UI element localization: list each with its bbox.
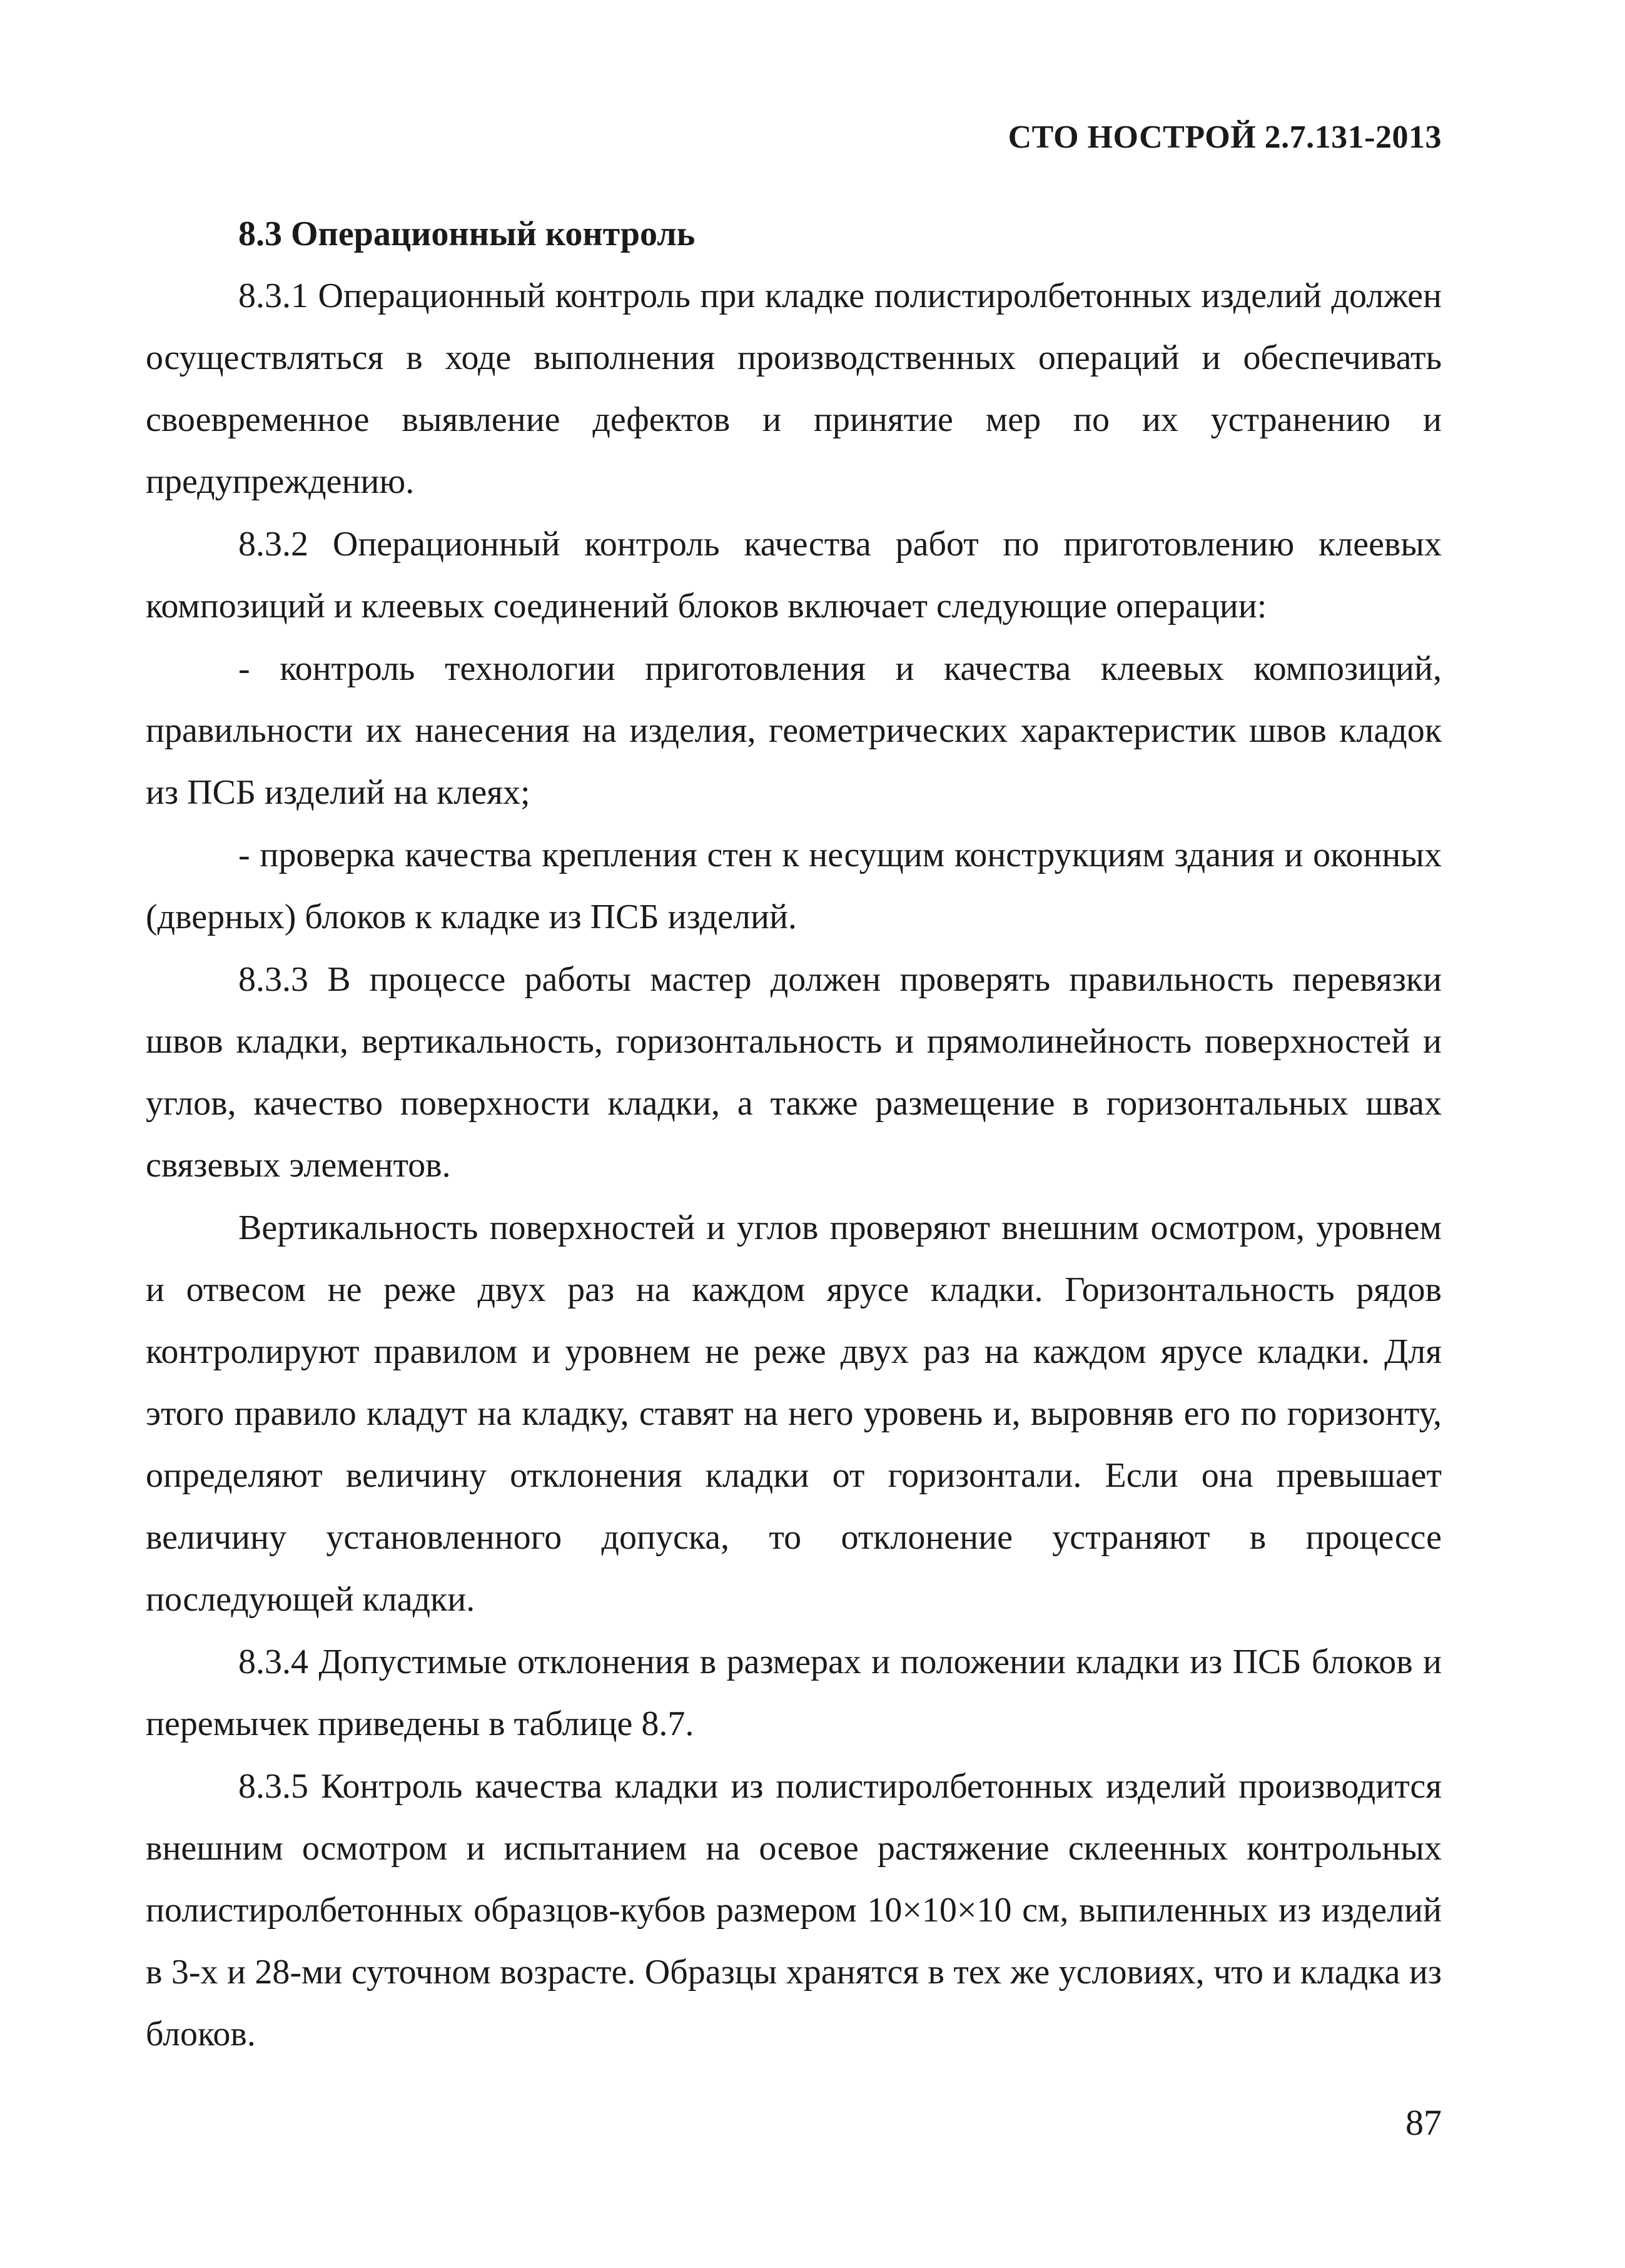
page-number: 87	[1405, 2102, 1442, 2143]
paragraph-8-3-2: 8.3.2 Операционный контроль качества работ по приготовлению клеевых композиций и клеевых соединений блоков включает следующие операции:	[146, 525, 1442, 625]
paragraph-verticality: Вертикальность поверхностей и углов проверяют внешним осмотром, уровнем и отвесом не реже двух раз на каждом ярусе кладки. Горизонтальность рядов контролируют правилом и уровнем не реже двух раз на каждом ярусе кладки. Для этого правило кладут на кладку, ставят на него уровень и, выровняв его по горизонту, определяют величину отклонения кладки от горизонтали. Если она превышает величину установленного допуска, то отклонение устраняют в процессе последующей кладки.	[146, 1208, 1442, 1619]
page-body	[146, 203, 1442, 2065]
paragraph-8-3-1: 8.3.1 Операционный контроль при кладке полистиролбетонных изделий должен осуществляться в ходе выполнения производственных операций и обеспечивать своевременное выявление дефектов и принятие мер по их устранению и предупреждению.	[146, 276, 1442, 501]
section-heading: 8.3 Операционный контроль	[238, 215, 696, 253]
paragraph-8-3-3: 8.3.3 В процессе работы мастер должен проверять правильность перевязки швов кладки, вертикальность, горизонтальность и прямолинейность поверхностей и углов, качество поверхности кладки, а также размещение в горизонтальных швах связевых элементов.	[146, 960, 1442, 1185]
paragraph-8-3-4: 8.3.4 Допустимые отклонения в размерах и положении кладки из ПСБ блоков и перемычек приведены в таблице 8.7.	[146, 1643, 1442, 1743]
paragraph-8-3-5: 8.3.5 Контроль качества кладки из полистиролбетонных изделий производится внешним осмотром и испытанием на осевое растяжение склеенных контрольных полистиролбетонных образцов-кубов размером 10×10×10 см, выпиленных из изделий в 3-х и 28-ми суточном возрасте. Образцы хранятся в тех же условиях, что и кладка из блоков.	[146, 1767, 1442, 2053]
document-code-header: СТО НОСТРОЙ 2.7.131-2013	[1008, 119, 1442, 155]
list-item-fastening-check: - проверка качества крепления стен к несущим конструкциям здания и оконных (дверных) блоков к кладке из ПСБ изделий.	[146, 836, 1442, 936]
list-item-adhesive-control: - контроль технологии приготовления и качества клеевых композиций, правильности их нанесения на изделия, геометрических характеристик швов кладок из ПСБ изделий на клеях;	[146, 649, 1442, 812]
